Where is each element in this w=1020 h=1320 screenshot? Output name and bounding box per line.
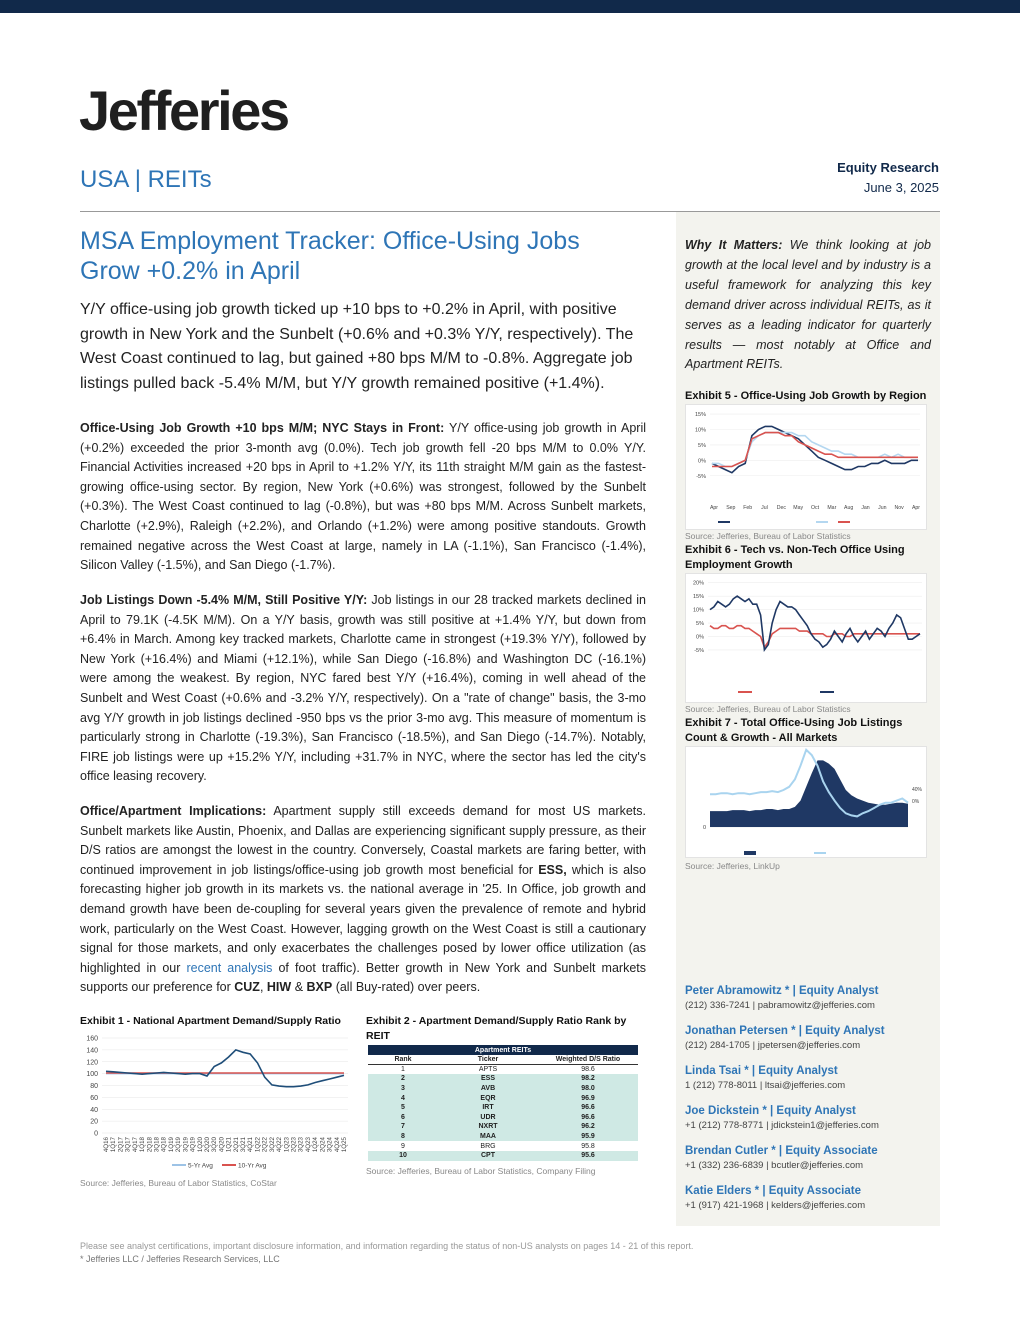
y-tick-label: 0 [702, 825, 706, 831]
paragraph-heading: Office/Apartment Implications: [80, 804, 267, 818]
paragraph-implications: Office/Apartment Implications: Apartment supply still exceeds demand for most US markets. Sunbelt markets like Austin, Phoenix, and Dallas are experiencing significant supply pressure, as their D/S ratios are amongst the lowest in the country. Conversely, Coastal markets are faring better, with continued improvement in job listings/office-using job growth most beneficial for ESS, which is also forecasting higher job growth in its markets vs. the national average in '25. In Office, job growth and demand growth have been de-coupling for several years given the prevalence of remote and hybrid work, particularly on the West Coast. However, lagging growth on the West Coast is still a cautionary signal for those markets, and only exacerbates the challenges posed by lower office utilization (as highlighted in our recent analysis of foot traffic). Better growth in New York and Sunbelt markets supports our preference for CUZ, HIW & BXP (all Buy-rated) over peers. [80, 804, 646, 995]
rank-table [368, 1045, 638, 1161]
top-color-bar [0, 0, 1020, 13]
table-row [368, 1151, 638, 1161]
analyst-entry [685, 1065, 935, 1105]
x-tick-label: 4Q22 [276, 1137, 284, 1153]
table-row [368, 1093, 638, 1103]
sector-label: USA | REITs [80, 166, 212, 193]
analyst-list [685, 985, 935, 1225]
table-row [368, 1065, 638, 1075]
x-tick-label: 1Q22 [254, 1137, 262, 1153]
table-cell: APTS [438, 1065, 538, 1075]
table-cell: AVB [438, 1084, 538, 1094]
y-tick-label: 20% [692, 580, 704, 587]
table-cell: 95.6 [538, 1151, 638, 1161]
exhibit7-chart [685, 746, 927, 858]
x-tick-label: 3Q19 [182, 1137, 190, 1153]
ticker-ess: ESS, [538, 862, 567, 877]
paragraph-body: Y/Y office-using job growth in April (+0.2%) exceeded the prior 3-month avg (0.0%). Tech job growth fell -20 bps M/M to 0.0% Y/Y. Financial Activities increased +20 bps in April to +1.2% Y/Y, its 11th straight M/M gain as the fastest-growing office-using sector. By region, New York (+0.6%) was strongest, followed by the Sunbelt (+0.3%). The West Coast continued to lag (-0.8%), but was +80 bps M/M. Across Sunbelt markets, Charlotte (+2.9%), Raleigh (+2.2%), and Orlando (+1.2%) were among positive standouts. Growth remained negative across the West Coast at large, namely in LA (-1.1%), San Francisco (-1.4%), Silicon Valley (-1.5%), and San Diego (-1.7%). [80, 421, 646, 573]
table-cell: IRT [438, 1103, 538, 1113]
y-tick-label: -5% [696, 473, 706, 480]
table-cell: ESS [438, 1074, 538, 1084]
table-header: Ticker [477, 1056, 499, 1064]
x-tick-label: 3Q24 [326, 1137, 334, 1153]
table-cell: 98.0 [538, 1084, 638, 1094]
analyst-contact[interactable]: (212) 284-1705 | jpetersen@jefferies.com [685, 1040, 861, 1051]
x-tick-label: 4Q24 [333, 1137, 341, 1153]
x-tick-label: 1Q20 [196, 1137, 204, 1153]
table-row [368, 1132, 638, 1142]
table-cell: 10 [368, 1151, 438, 1161]
table-cell: 6 [368, 1113, 438, 1123]
table-cell: 96.6 [538, 1103, 638, 1113]
y-tick-label: 0 [94, 1130, 98, 1138]
legend-swatch [744, 851, 756, 855]
table-cell: NXRT [438, 1122, 538, 1132]
analyst-contact[interactable]: 1 (212) 778-8011 | ltsai@jefferies.com [685, 1080, 846, 1091]
x-tick-label: 3Q21 [240, 1137, 248, 1153]
table-cell: EQR [438, 1093, 538, 1103]
x-tick-label: 2Q20 [203, 1137, 211, 1153]
x-tick-label: 4Q17 [131, 1137, 139, 1153]
x-tick-label: Nov [894, 505, 904, 511]
table-cell: UDR [438, 1113, 538, 1123]
x-tick-label: Oct [810, 505, 820, 511]
x-tick-label: 2Q19 [175, 1137, 183, 1153]
table-row [368, 1084, 638, 1094]
x-tick-label: 2Q24 [319, 1137, 327, 1153]
x-tick-label: 1Q23 [283, 1137, 291, 1153]
x-tick-label: Sep [726, 505, 736, 511]
table-cell: 5 [368, 1103, 438, 1113]
exhibit2-title: Exhibit 2 - Apartment Demand/Supply Ratio Rank by REIT [366, 1015, 627, 1042]
department-label: Equity Research [837, 160, 939, 175]
table-cell: 3 [368, 1084, 438, 1094]
x-tick-label: Jul [761, 505, 768, 511]
table-cell: 4 [368, 1093, 438, 1103]
report-title-line1: MSA Employment Tracker: Office-Using Jobs [80, 227, 580, 255]
x-tick-label: 4Q19 [189, 1137, 197, 1153]
y-tick-label: 80 [90, 1083, 98, 1090]
x-tick-label: 2Q18 [146, 1137, 154, 1153]
report-date: June 3, 2025 [863, 180, 939, 195]
why-it-matters [685, 236, 931, 375]
exhibit6-chart [685, 573, 927, 703]
y-tick-label: 40 [90, 1106, 98, 1114]
x-tick-label: Jun [878, 505, 887, 511]
y-tick-label: 10% [694, 427, 706, 434]
analyst-entry [685, 1145, 935, 1185]
x-tick-label: 1Q19 [167, 1137, 175, 1153]
table-cell: 96.9 [538, 1093, 638, 1103]
y-tick-label: 0% [698, 458, 706, 465]
report-title [80, 226, 640, 286]
table-cell: CPT [438, 1151, 538, 1161]
analyst-contact[interactable]: +1 (917) 421-1968 | kelders@jefferies.com [685, 1200, 866, 1211]
y-tick-label: 160 [86, 1035, 98, 1043]
table-cell: 2 [368, 1074, 438, 1084]
table-row [368, 1141, 638, 1151]
table-header: Weighted D/S Ratio [555, 1056, 621, 1064]
x-tick-label: Dec [776, 505, 786, 511]
table-cell: 9 [368, 1141, 438, 1151]
table-row [368, 1103, 638, 1113]
table-row [368, 1074, 638, 1084]
x-tick-label: 2Q23 [290, 1137, 298, 1153]
x-tick-label: 2Q17 [117, 1137, 125, 1153]
x-tick-label: 4Q23 [304, 1137, 312, 1153]
table-header: Rank [394, 1056, 412, 1064]
analyst-name[interactable]: Linda Tsai * | Equity Analyst [685, 1065, 838, 1077]
y-tick-label: 120 [86, 1059, 98, 1067]
analyst-contact[interactable]: (212) 336-7241 | pabramowitz@jefferies.com [685, 1000, 875, 1011]
analyst-entry [685, 1185, 935, 1225]
x-tick-label: 2Q22 [261, 1137, 269, 1153]
x-tick-label: 4Q20 [218, 1137, 226, 1153]
exhibit2-source: Source: Jefferies, Bureau of Labor Statistics, Company Filing [366, 1166, 596, 1176]
recent-analysis-link[interactable]: recent analysis [186, 960, 273, 975]
x-tick-label: 4Q21 [247, 1137, 255, 1153]
x-tick-label: 1Q17 [110, 1137, 118, 1153]
x-tick-label: May [793, 505, 804, 511]
analyst-contact[interactable]: +1 (332) 236-6839 | bcutler@jefferies.com [685, 1160, 864, 1171]
table-cell: 8 [368, 1132, 438, 1142]
exhibit1-chart [80, 1030, 356, 1174]
table-cell: 98.2 [538, 1074, 638, 1084]
why-body: We think looking at job growth at the local level and by industry is a useful framework for analyzing this key demand driver across individual REITs, as it serves as a leading indicator for quarterly results — most notably at Office and Apartment REITs. [685, 238, 931, 372]
analyst-contact[interactable]: +1 (212) 778-8771 | jdickstein1@jefferies.com [685, 1120, 879, 1131]
paragraph-heading: Job Listings Down -5.4% M/M, Still Positive Y/Y: [80, 593, 368, 607]
table-cell: 98.6 [538, 1065, 638, 1075]
paragraph-heading: Office-Using Job Growth +10 bps M/M; NYC Stays in Front: [80, 421, 445, 435]
table-row [368, 1122, 638, 1132]
x-tick-label: 1Q24 [312, 1137, 320, 1153]
x-tick-label: Apr [911, 505, 921, 511]
ticker-cuz: CUZ [234, 980, 260, 995]
lead-summary: Y/Y office-using job growth ticked up +10 bps to +0.2% in April, with positive growth in New York and the Sunbelt (+0.6% and +0.3% Y/Y, respectively). The West Coast continued to lag, but gained +80 bps M/M to -0.8%. Aggregate job listings pulled back -5.4% M/M, but Y/Y growth remained positive (+1.4%). [80, 301, 634, 392]
x-tick-label: 1Q18 [139, 1137, 147, 1153]
x-tick-label: 4Q16 [103, 1137, 110, 1153]
x-tick-label: 1Q25 [341, 1137, 348, 1153]
analyst-name[interactable]: Jonathan Petersen * | Equity Analyst [685, 1025, 885, 1037]
x-tick-label: 2Q21 [232, 1137, 240, 1153]
exhibit7-source: Source: Jefferies, LinkUp [685, 861, 780, 871]
analyst-entry [685, 1025, 935, 1065]
reit-rank-table [368, 1045, 638, 1161]
y-tick-label: 10% [692, 607, 704, 614]
y-tick-label: 15% [694, 412, 706, 419]
x-tick-label: Apr [709, 505, 719, 511]
y-tick-label: 0% [696, 634, 704, 641]
x-tick-label: 3Q17 [124, 1137, 132, 1153]
paragraph-body: Job listings in our 28 tracked markets declined in April to 79.1K (-4.5K M/M). On a Y/Y basis, growth was still positive at +1.4% Y/Y, but down from +6.4% in March. Among key tracked markets, Charlotte came in strongest (+19.3% Y/Y), followed by New York (+16.4%) and Miami (+12.1%), while San Diego (-16.8%) and Washington DC (-16.1%) were among the weakest. By region, NYC fared best Y/Y (+16.4%), coming in well ahead of the Sunbelt and West Coast (+0.6% and -3.2% Y/Y, respectively). On a "rate of change" basis, the 3-mo avg Y/Y growth in job listings declined -950 bps vs the prior 3-mo avg. This measure of momentum is particularly strong in Charlotte (-19.3%), San Francisco (-18.5%), and San Diego (-14.7%). Notably, FIRE job listings were up +15.2% Y/Y, including +31.7% in NYC, where the sector has led the city's office leasing recovery. [80, 593, 646, 784]
disclosure-footer: Please see analyst certifications, important disclosure information, and information regarding the status of non-US analysts on pages 14 - 21 of this report. [80, 1241, 694, 1251]
table-row [368, 1113, 638, 1123]
analyst-entry [685, 1105, 935, 1145]
x-tick-label: Feb [743, 505, 753, 511]
y-tick-label: 5% [698, 442, 706, 449]
table-cell: 95.8 [538, 1141, 638, 1151]
table-cell: 96.2 [538, 1122, 638, 1132]
why-heading: Why It Matters: [685, 238, 783, 252]
table-title: Apartment REITs [368, 1045, 638, 1055]
paragraph-job-listings [80, 591, 646, 787]
exhibit6-title: Exhibit 6 - Tech vs. Non-Tech Office Using Employment Growth [685, 544, 905, 571]
exhibit1-title: Exhibit 1 - National Apartment Demand/Supply Ratio [80, 1015, 341, 1027]
y-tick-label-right: 40% [912, 787, 923, 793]
x-tick-label: 4Q18 [160, 1137, 168, 1153]
analyst-name[interactable]: Katie Elders * | Equity Associate [685, 1185, 861, 1197]
table-cell: MAA [438, 1132, 538, 1142]
exhibit6-source: Source: Jefferies, Bureau of Labor Statistics [685, 704, 851, 714]
legend-label: 5-Yr Avg [188, 1162, 213, 1170]
y-tick-label: 60 [90, 1094, 98, 1102]
x-tick-label: Jan [861, 505, 870, 511]
x-tick-label: 1Q21 [225, 1137, 233, 1153]
entity-footer: * Jefferies LLC / Jefferies Research Services, LLC [80, 1254, 280, 1264]
analyst-name[interactable]: Peter Abramowitz * | Equity Analyst [685, 985, 879, 997]
analyst-name[interactable]: Brendan Cutler * | Equity Associate [685, 1145, 878, 1157]
paragraph-job-growth [80, 419, 646, 576]
y-tick-label: 100 [86, 1071, 98, 1079]
y-tick-label: 140 [86, 1047, 98, 1055]
y-tick-label: 15% [692, 594, 704, 601]
y-tick-label-right: 0% [912, 799, 920, 805]
table-cell: 7 [368, 1122, 438, 1132]
legend-label: 10-Yr Avg [238, 1162, 267, 1170]
analyst-entry [685, 985, 935, 1025]
series-line [106, 1050, 344, 1087]
exhibit5-source: Source: Jefferies, Bureau of Labor Statistics [685, 531, 851, 541]
table-cell: BRG [438, 1141, 538, 1151]
table-cell: 1 [368, 1065, 438, 1075]
table-cell: 95.9 [538, 1132, 638, 1142]
x-tick-label: Mar [827, 505, 837, 511]
ticker-hiw: HIW [266, 980, 292, 995]
report-title-line2: Grow +0.2% in April [80, 257, 301, 285]
exhibit5-title: Exhibit 5 - Office-Using Job Growth by Region [685, 390, 927, 402]
y-tick-label: -5% [694, 647, 704, 654]
exhibit1-source: Source: Jefferies, Bureau of Labor Statistics, CoStar [80, 1178, 277, 1188]
y-tick-label: 5% [696, 621, 704, 628]
x-tick-label: 3Q22 [268, 1137, 276, 1153]
analyst-name[interactable]: Joe Dickstein * | Equity Analyst [685, 1105, 856, 1117]
ticker-bxp: BXP [306, 980, 333, 995]
jefferies-logo: Jefferies [79, 79, 288, 142]
exhibit7-title: Exhibit 7 - Total Office-Using Job Listings Count & Growth - All Markets [685, 717, 903, 744]
x-tick-label: 3Q20 [211, 1137, 219, 1153]
x-tick-label: 3Q23 [297, 1137, 305, 1153]
x-tick-label: Aug [844, 505, 854, 511]
y-tick-label: 20 [90, 1118, 98, 1126]
x-tick-label: 3Q18 [153, 1137, 161, 1153]
exhibit5-chart [685, 404, 927, 530]
table-cell: 96.6 [538, 1113, 638, 1123]
